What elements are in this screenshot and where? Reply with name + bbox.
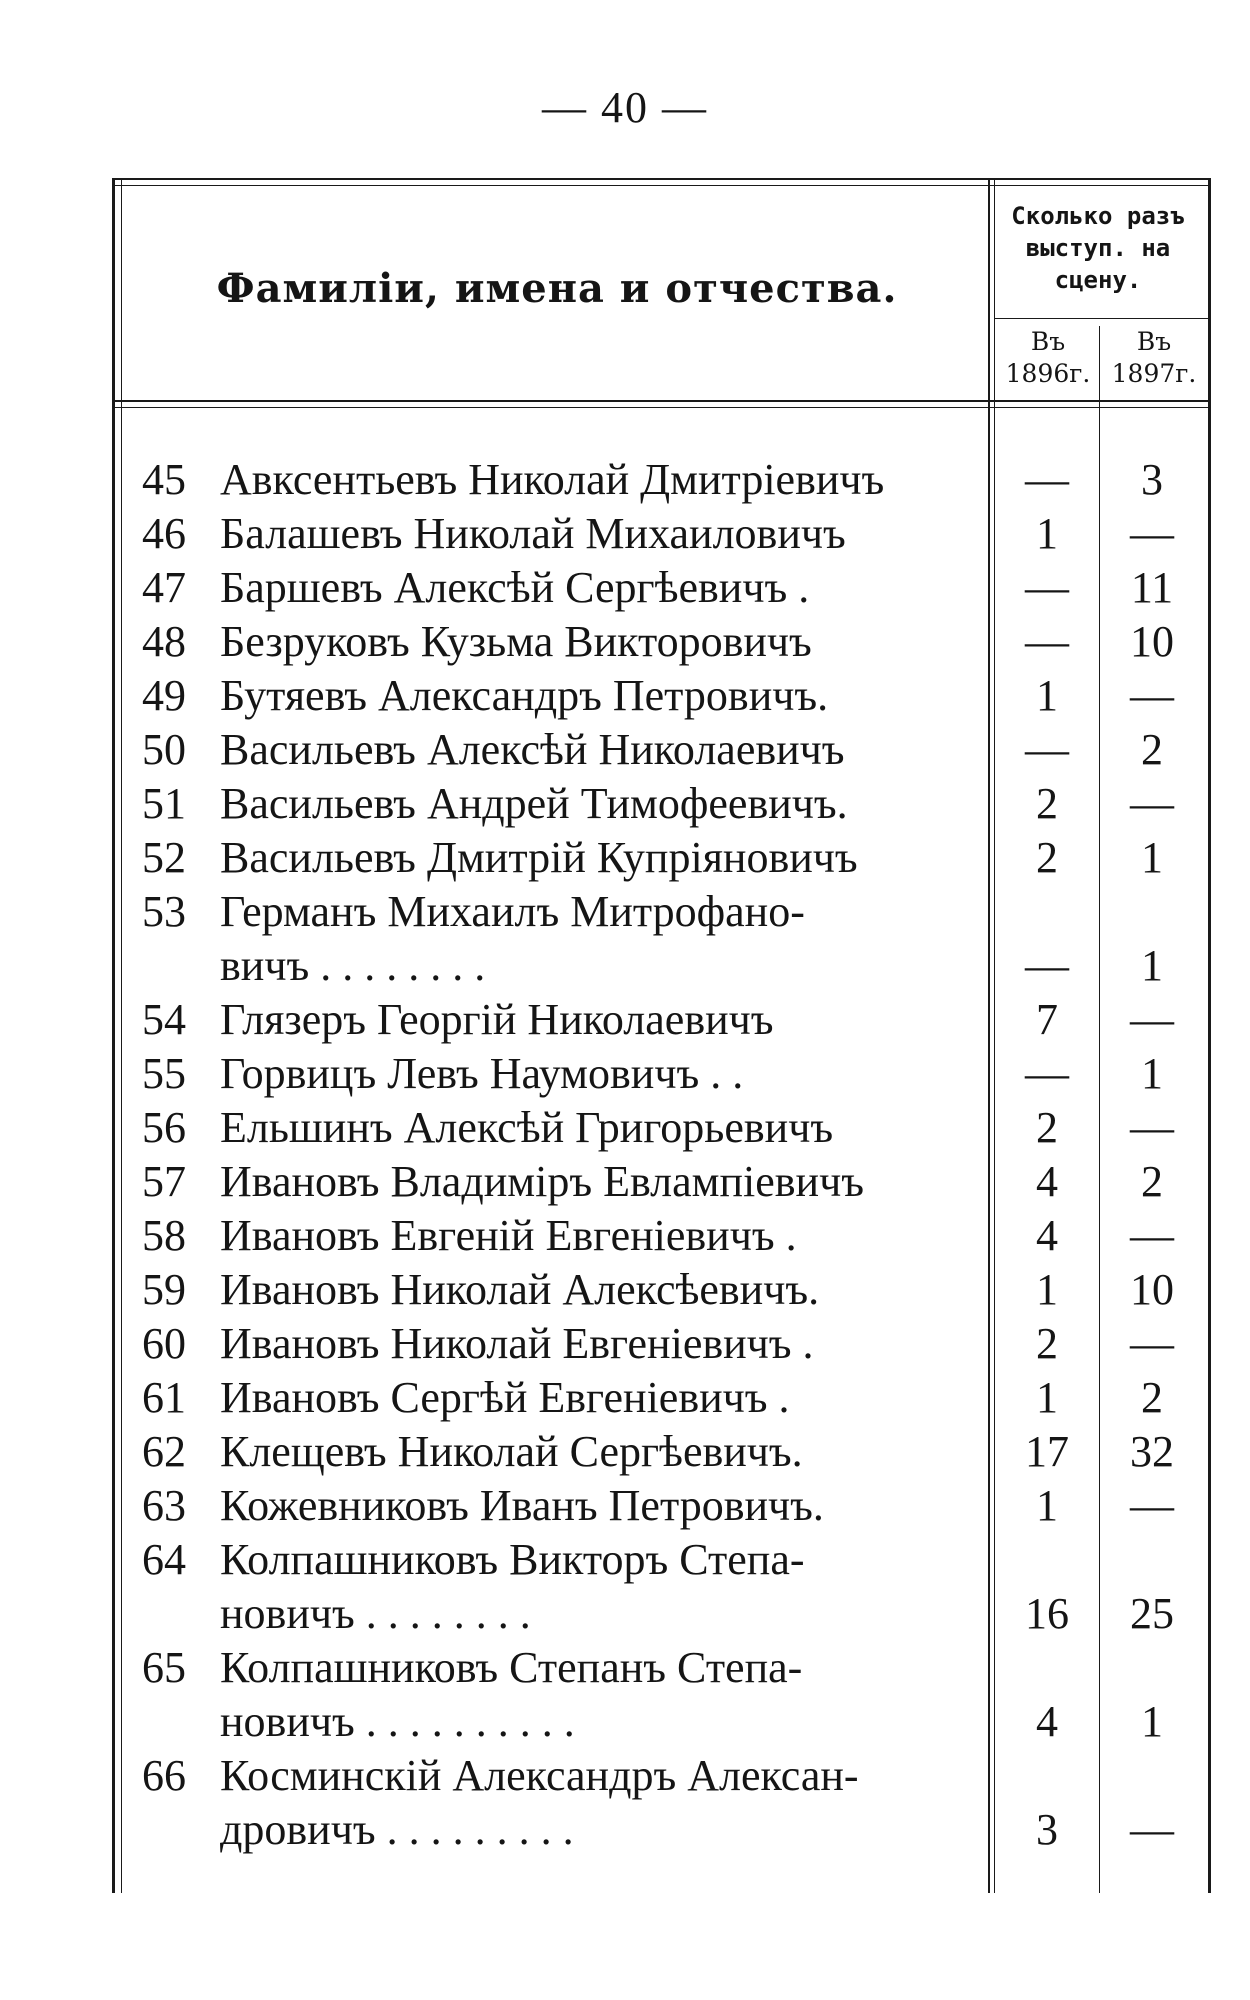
count-1896: 2 (1036, 779, 1058, 828)
count-1896: 1 (1036, 509, 1058, 558)
row-number: 54 (142, 995, 186, 1044)
count-1896: 7 (1036, 995, 1058, 1044)
person-name-continuation: новичъ . . . . . . . . . . (220, 1697, 575, 1746)
person-name: Баршевъ Алексѣй Сергѣевичъ . (220, 563, 810, 612)
appearances-header-line-2: выступ. на (1025, 234, 1171, 262)
row-number: 61 (142, 1373, 186, 1422)
table-row (112, 1641, 1212, 1695)
year-1897-prefix: Въ (1136, 327, 1172, 356)
row-number: 55 (142, 1049, 186, 1098)
header-bottom-border (112, 400, 1211, 402)
count-1897: — (1130, 671, 1174, 720)
row-number: 49 (142, 671, 186, 720)
count-1896: 1 (1036, 1373, 1058, 1422)
count-1896: — (1025, 725, 1069, 774)
person-name-continuation: дровичъ . . . . . . . . . (220, 1805, 574, 1854)
row-number: 60 (142, 1319, 186, 1368)
table-row (112, 1749, 1212, 1803)
appearances-header-line-3: сцену. (1054, 266, 1142, 294)
count-1897: — (1130, 1103, 1174, 1152)
person-name: Горвицъ Левъ Наумовичъ . . (220, 1049, 744, 1098)
table-row (112, 561, 1212, 615)
count-1896: 1 (1036, 1481, 1058, 1530)
count-1896: 4 (1036, 1157, 1058, 1206)
table-row (112, 615, 1212, 669)
year-1896-prefix: Въ (1030, 327, 1066, 356)
count-1896: 1 (1036, 1265, 1058, 1314)
table-row (112, 885, 1212, 939)
year-1897-label: 1897г. (1111, 359, 1197, 388)
table-row (112, 507, 1212, 561)
count-1896: 2 (1036, 833, 1058, 882)
count-1897: 1 (1141, 1049, 1163, 1098)
count-1896: 3 (1036, 1805, 1058, 1854)
count-1897: 1 (1141, 833, 1163, 882)
table-row (112, 1101, 1212, 1155)
row-number: 64 (142, 1535, 186, 1584)
table-row-continuation (112, 1695, 1212, 1749)
person-name: Авксентьевъ Николай Дмитріевичъ (220, 455, 885, 504)
row-number: 62 (142, 1427, 186, 1476)
count-1897: — (1130, 995, 1174, 1044)
table-row (112, 453, 1212, 507)
count-1896: — (1025, 941, 1069, 990)
count-1897: — (1130, 779, 1174, 828)
count-1897: 2 (1141, 1373, 1163, 1422)
count-1896: — (1025, 455, 1069, 504)
count-1896: 16 (1025, 1589, 1069, 1638)
count-1897: 25 (1130, 1589, 1174, 1638)
person-name: Ивановъ Сергѣй Евгеніевичъ . (220, 1373, 790, 1422)
table-row (112, 993, 1212, 1047)
performers-table (112, 178, 1212, 1893)
names-column-header: Фамиліи, имена и отчества. (216, 264, 898, 312)
appearances-header-line-1: Сколько разъ (1011, 202, 1185, 230)
row-number: 47 (142, 563, 186, 612)
person-name: Васильевъ Дмитрій Купріяновичъ (220, 833, 858, 882)
count-1897: — (1130, 1481, 1174, 1530)
count-header-divider (995, 318, 1208, 319)
table-row (112, 1425, 1212, 1479)
person-name: Клещевъ Николай Сергѣевичъ. (220, 1427, 803, 1476)
person-name: Ельшинъ Алексѣй Григорьевичъ (220, 1103, 834, 1152)
table-row (112, 1047, 1212, 1101)
year-1896-header (996, 326, 1100, 390)
table-row-continuation (112, 1803, 1212, 1857)
person-name: Кожевниковъ Иванъ Петровичъ. (220, 1481, 824, 1530)
count-1896: — (1025, 617, 1069, 666)
table-row (112, 1371, 1212, 1425)
person-name: Германъ Михаилъ Митрофано- (220, 887, 805, 936)
count-1896: — (1025, 1049, 1069, 1098)
person-name: Ивановъ Николай Евгеніевичъ . (220, 1319, 814, 1368)
count-1897: 10 (1130, 617, 1174, 666)
count-1897: 1 (1141, 1697, 1163, 1746)
person-name: Колпашниковъ Степанъ Степа- (220, 1643, 803, 1692)
table-row (112, 1317, 1212, 1371)
count-1897: 32 (1130, 1427, 1174, 1476)
row-number: 50 (142, 725, 186, 774)
count-1897: — (1130, 1805, 1174, 1854)
person-name: Безруковъ Кузьма Викторовичъ (220, 617, 812, 666)
header-bottom-border-inner (112, 407, 1211, 408)
appearances-column-header (992, 200, 1204, 296)
row-number: 53 (142, 887, 186, 936)
person-name: Косминскій Александръ Алексан- (220, 1751, 859, 1800)
count-1897: 1 (1141, 941, 1163, 990)
count-1896: — (1025, 563, 1069, 612)
person-name: Ивановъ Николай Алексѣевичъ. (220, 1265, 820, 1314)
row-number: 51 (142, 779, 186, 828)
row-number: 56 (142, 1103, 186, 1152)
row-number: 63 (142, 1481, 186, 1530)
table-row (112, 1263, 1212, 1317)
row-number: 48 (142, 617, 186, 666)
row-number: 45 (142, 455, 186, 504)
person-name-continuation: новичъ . . . . . . . . (220, 1589, 531, 1638)
count-1897: — (1130, 509, 1174, 558)
row-number: 59 (142, 1265, 186, 1314)
row-number: 58 (142, 1211, 186, 1260)
table-row (112, 1479, 1212, 1533)
person-name: Васильевъ Андрей Тимофеевичъ. (220, 779, 848, 828)
row-number: 46 (142, 509, 186, 558)
count-1896: 4 (1036, 1211, 1058, 1260)
page-number: — 40 — (542, 83, 708, 132)
person-name: Васильевъ Алексѣй Николаевичъ (220, 725, 845, 774)
row-number: 52 (142, 833, 186, 882)
table-row (112, 1533, 1212, 1587)
count-1897: 2 (1141, 1157, 1163, 1206)
person-name-continuation: вичъ . . . . . . . . (220, 941, 486, 990)
count-1896: 1 (1036, 671, 1058, 720)
count-1897: 10 (1130, 1265, 1174, 1314)
count-1897: 11 (1130, 563, 1174, 612)
table-row (112, 669, 1212, 723)
year-1896-label: 1896г. (1005, 359, 1091, 388)
count-1897: — (1130, 1211, 1174, 1260)
table-row (112, 1155, 1212, 1209)
row-number: 57 (142, 1157, 186, 1206)
count-1897: 3 (1141, 455, 1163, 504)
count-1896: 4 (1036, 1697, 1058, 1746)
person-name: Глязеръ Георгій Николаевичъ (220, 995, 774, 1044)
person-name: Балашевъ Николай Михаиловичъ (220, 509, 846, 558)
row-number: 65 (142, 1643, 186, 1692)
table-row (112, 1209, 1212, 1263)
table-row (112, 723, 1212, 777)
person-name: Ивановъ Евгеній Евгеніевичъ . (220, 1211, 797, 1260)
person-name: Ивановъ Владиміръ Евлампіевичъ (220, 1157, 864, 1206)
person-name: Колпашниковъ Викторъ Степа- (220, 1535, 805, 1584)
count-1897: 2 (1141, 725, 1163, 774)
row-number: 66 (142, 1751, 186, 1800)
count-1897: — (1130, 1319, 1174, 1368)
table-row-continuation (112, 939, 1212, 993)
table-row (112, 777, 1212, 831)
year-1897-header (1102, 326, 1206, 390)
count-1896: 17 (1025, 1427, 1069, 1476)
count-1896: 2 (1036, 1103, 1058, 1152)
count-1896: 2 (1036, 1319, 1058, 1368)
person-name: Бутяевъ Александръ Петровичъ. (220, 671, 829, 720)
table-row-continuation (112, 1587, 1212, 1641)
table-row (112, 831, 1212, 885)
